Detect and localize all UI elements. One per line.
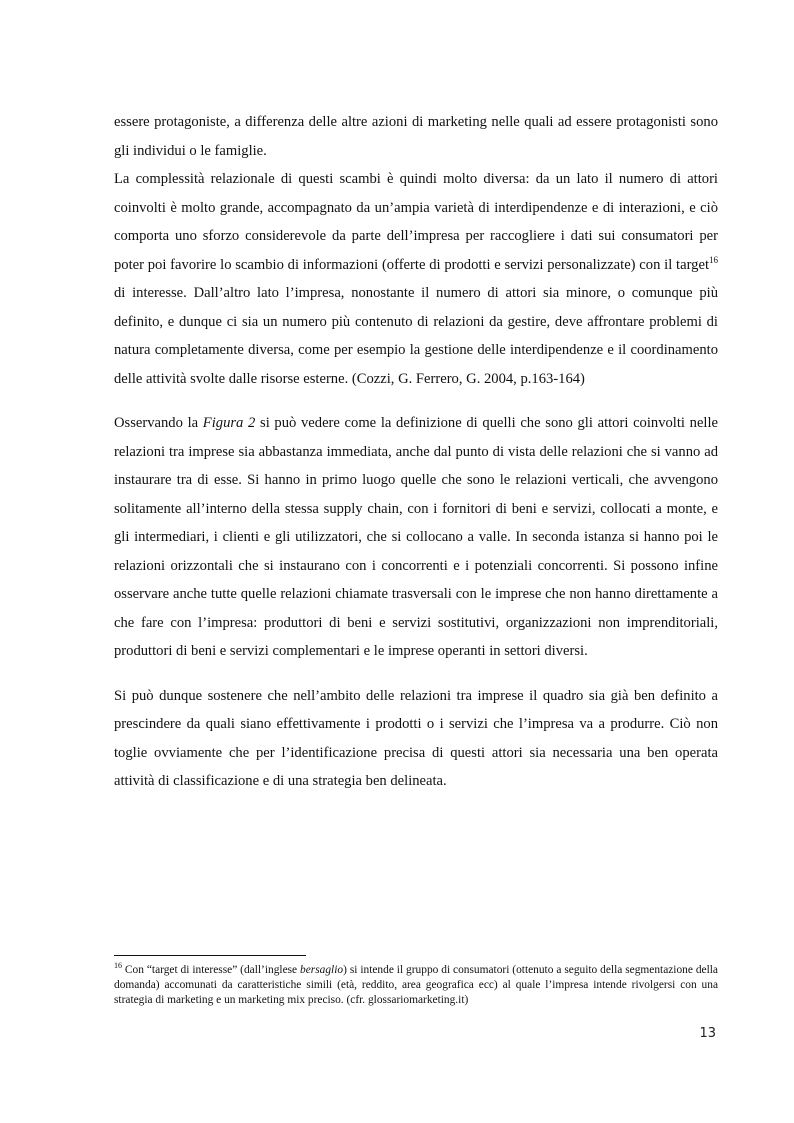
page-number: 13 xyxy=(699,1026,716,1041)
body-text xyxy=(114,108,718,796)
footnote xyxy=(114,963,718,1008)
paragraph-relational-complexity xyxy=(114,165,718,393)
paragraph-2-text-before-ref: La complessità relazionale di questi scambi è quindi molto diversa: da un lato il numero di attori coinvolti è molto grande, accompagnato da un’ampia varietà di interdipendenze e di interazioni, e ciò comporta uno sforzo considerevole da parte dell’impresa per raccogliere i dati sui consumatori per poter poi favorire lo scambio di informazioni (offerte di prodotti e servizi personalizzate) con il target xyxy=(114,171,718,273)
paragraph-4-text: Si può dunque sostenere che nell’ambito delle relazioni tra imprese il quadro sia già ben definito a prescindere da quali siano effettivamente i prodotti o i servizi che l’impresa va a produrre. Ciò non toglie ovviamente che per l’identificazione precisa di questi attori sia necessaria una ben operata attività di classificazione e di una strategia ben delineata. xyxy=(114,687,718,789)
paragraph-2-text-after-ref: di interesse. Dall’altro lato l’impresa, nonostante il numero di attori sia minore, o comunque più definito, e dunque ci sia un numero più contenuto di relazioni da gestire, deve affrontare problemi di natura completamente diversa, come per esempio la gestione delle interdipendenze e il coordinamento delle attività svolte dalle risorse esterne. (Cozzi, G. Ferrero, G. 2004, p.163-164) xyxy=(114,285,718,387)
footnote-text-rest: ) si intende il gruppo di consumatori (ottenuto a seguito della segmentazione della domanda) accomunati da caratteristiche simili (età, reddito, area geografica ecc) al quale l’impresa intende rivolgersi con una strategia di marketing e un marketing mix preciso. (cfr. glossariomarketing.it) xyxy=(114,964,718,1006)
footnote-number: 16 xyxy=(114,961,122,971)
footnote-italic-term: bersaglio xyxy=(300,964,344,976)
footnote-separator xyxy=(114,955,306,956)
figure-reference: Figura 2 xyxy=(202,415,256,431)
paragraph-3-text-rest: si può vedere come la definizione di quelli che sono gli attori coinvolti nelle relazioni tra imprese sia abbastanza immediata, anche dal punto di vista delle relazioni che si vanno ad instaurare tra di esse. Si hanno in primo luogo quelle che sono le relazioni verticali, che avvengono solitamente all’interno della stessa supply chain, con i fornitori di beni e servizi, collocati a monte, e gli intermediari, i clienti e gli utilizzatori, che si collocano a valle. In seconda istanza si hanno poi le relazioni orizzontali che si instaurano con i concorrenti e i potenziali concorrenti. Si possono infine osservare anche tutte quelle relazioni chiamate trasversali con le imprese che non hanno direttamente a che fare con l’impresa: produttori di beni e servizi sostitutivi, organizzazioni non imprenditoriali, produttori di beni e servizi complementari e le imprese operanti in settori diversi. xyxy=(114,415,719,659)
paragraph-conclusion xyxy=(114,682,718,796)
paragraph-continuation xyxy=(114,108,718,165)
footnote-text-lead: Con “target di interesse” (dall’inglese xyxy=(122,964,301,976)
paragraph-3-text-lead: Osservando la xyxy=(114,415,203,431)
paragraph-1-text: essere protagoniste, a differenza delle altre azioni di marketing nelle quali ad essere protagonisti sono gli individui o le famiglie. xyxy=(114,114,718,159)
paragraph-figure-2 xyxy=(114,409,718,666)
footnote-reference[interactable]: 16 xyxy=(709,254,718,265)
